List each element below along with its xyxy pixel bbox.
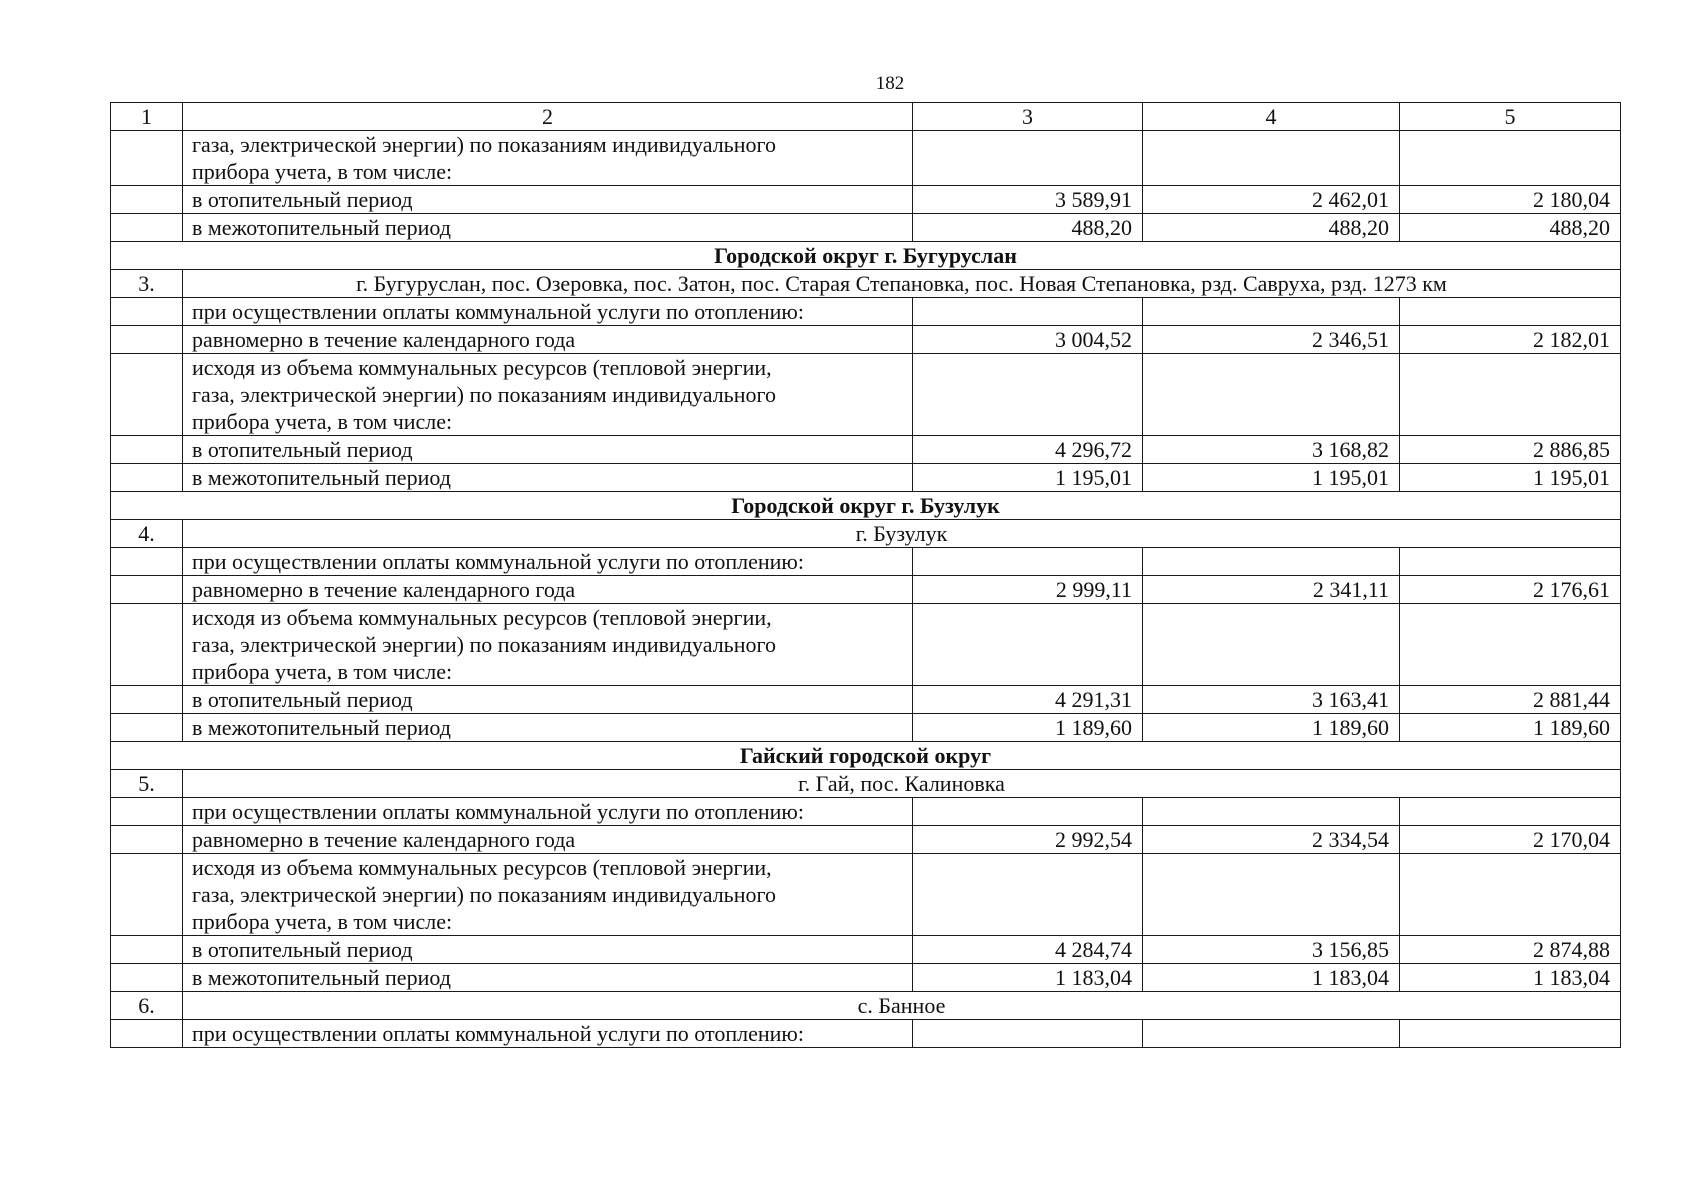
row-description — [183, 604, 913, 686]
row-description — [183, 1020, 913, 1048]
description-line: газа, электрической энергии) по показаниям индивидуального — [192, 882, 776, 907]
value-col-3 — [913, 798, 1143, 826]
value-col-5: 1 195,01 — [1400, 464, 1621, 492]
description-line: в отопительный период — [192, 187, 413, 212]
description-line: при осуществлении оплаты коммунальной услуги по отоплению: — [192, 549, 804, 574]
value-col-5 — [1400, 298, 1621, 326]
header-cell-2: 2 — [183, 103, 913, 131]
tariff-table — [110, 102, 1621, 1048]
row-index — [111, 548, 183, 576]
table-row — [111, 826, 1621, 854]
row-description — [183, 131, 913, 186]
page-number: 182 — [875, 73, 905, 94]
value-col-3: 3 589,91 — [913, 186, 1143, 214]
description-line: исходя из объема коммунальных ресурсов (тепловой энергии, — [192, 355, 772, 380]
row-index — [111, 326, 183, 354]
value-col-3 — [913, 298, 1143, 326]
table-row — [111, 548, 1621, 576]
description-line: газа, электрической энергии) по показаниям индивидуального — [192, 632, 776, 657]
value-col-4: 2 462,01 — [1143, 186, 1400, 214]
row-index — [111, 686, 183, 714]
value-col-3: 1 195,01 — [913, 464, 1143, 492]
table-row — [111, 354, 1621, 436]
value-col-3 — [913, 548, 1143, 576]
section-row — [111, 742, 1621, 770]
row-description — [183, 714, 913, 742]
table-row — [111, 714, 1621, 742]
value-col-3: 488,20 — [913, 214, 1143, 242]
table-row — [111, 854, 1621, 936]
description-line: прибора учета, в том числе: — [192, 159, 453, 184]
row-index — [111, 798, 183, 826]
value-col-5: 2 176,61 — [1400, 576, 1621, 604]
value-col-3: 4 291,31 — [913, 686, 1143, 714]
row-description — [183, 464, 913, 492]
value-col-5 — [1400, 354, 1621, 436]
value-col-3: 3 004,52 — [913, 326, 1143, 354]
value-col-3: 1 183,04 — [913, 964, 1143, 992]
row-index — [111, 354, 183, 436]
row-description — [183, 798, 913, 826]
table-row — [111, 798, 1621, 826]
section-row — [111, 492, 1621, 520]
description-line: равномерно в течение календарного года — [192, 327, 576, 352]
section-title: Гайский городской округ — [111, 742, 1621, 770]
row-index — [111, 604, 183, 686]
value-col-5: 488,20 — [1400, 214, 1621, 242]
description-line: прибора учета, в том числе: — [192, 409, 453, 434]
value-col-3: 2 999,11 — [913, 576, 1143, 604]
description-line: при осуществлении оплаты коммунальной услуги по отоплению: — [192, 1021, 804, 1046]
table-row — [111, 298, 1621, 326]
row-description — [183, 298, 913, 326]
row-description — [183, 936, 913, 964]
value-col-5: 2 886,85 — [1400, 436, 1621, 464]
row-index — [111, 1020, 183, 1048]
description-line: исходя из объема коммунальных ресурсов (тепловой энергии, — [192, 855, 772, 880]
row-index: 3. — [111, 270, 183, 298]
table-row — [111, 604, 1621, 686]
row-description — [183, 964, 913, 992]
row-index — [111, 714, 183, 742]
table-row — [111, 964, 1621, 992]
value-col-4 — [1143, 1020, 1400, 1048]
description-line: в отопительный период — [192, 437, 413, 462]
table-row — [111, 326, 1621, 354]
locality-row — [111, 270, 1621, 298]
description-line: прибора учета, в том числе: — [192, 909, 453, 934]
row-index — [111, 298, 183, 326]
value-col-3 — [913, 854, 1143, 936]
value-col-5: 1 189,60 — [1400, 714, 1621, 742]
value-col-4: 3 156,85 — [1143, 936, 1400, 964]
description-line: исходя из объема коммунальных ресурсов (тепловой энергии, — [192, 605, 772, 630]
row-index — [111, 964, 183, 992]
row-description — [183, 436, 913, 464]
value-col-3 — [913, 604, 1143, 686]
row-index — [111, 936, 183, 964]
value-col-5 — [1400, 854, 1621, 936]
value-col-5 — [1400, 798, 1621, 826]
header-row — [111, 103, 1621, 131]
table-row — [111, 131, 1621, 186]
header-cell-5: 5 — [1400, 103, 1621, 131]
value-col-5: 2 881,44 — [1400, 686, 1621, 714]
value-col-5: 2 180,04 — [1400, 186, 1621, 214]
section-row — [111, 242, 1621, 270]
value-col-5 — [1400, 131, 1621, 186]
value-col-4: 1 189,60 — [1143, 714, 1400, 742]
value-col-4: 2 346,51 — [1143, 326, 1400, 354]
value-col-4: 2 341,11 — [1143, 576, 1400, 604]
header-cell-4: 4 — [1143, 103, 1400, 131]
value-col-3: 4 296,72 — [913, 436, 1143, 464]
section-title: Городской округ г. Бузулук — [111, 492, 1621, 520]
row-description — [183, 326, 913, 354]
row-description — [183, 686, 913, 714]
value-col-4 — [1143, 604, 1400, 686]
section-title: Городской округ г. Бугуруслан — [111, 242, 1621, 270]
value-col-5: 2 170,04 — [1400, 826, 1621, 854]
value-col-3 — [913, 1020, 1143, 1048]
row-description — [183, 354, 913, 436]
row-index — [111, 464, 183, 492]
description-line: прибора учета, в том числе: — [192, 659, 453, 684]
description-line: в межотопительный период — [192, 465, 451, 490]
value-col-4 — [1143, 854, 1400, 936]
description-line: в отопительный период — [192, 937, 413, 962]
description-line: равномерно в течение календарного года — [192, 827, 576, 852]
locality-name: г. Бузулук — [183, 520, 1621, 548]
table-row — [111, 464, 1621, 492]
description-line: в межотопительный период — [192, 715, 451, 740]
row-index — [111, 576, 183, 604]
locality-name: с. Банное — [183, 992, 1621, 1020]
locality-row — [111, 520, 1621, 548]
row-index — [111, 186, 183, 214]
value-col-5: 2 874,88 — [1400, 936, 1621, 964]
description-line: газа, электрической энергии) по показаниям индивидуального — [192, 132, 776, 157]
value-col-4: 1 183,04 — [1143, 964, 1400, 992]
row-index — [111, 131, 183, 186]
value-col-4: 3 163,41 — [1143, 686, 1400, 714]
table-row — [111, 686, 1621, 714]
value-col-3: 1 189,60 — [913, 714, 1143, 742]
row-index — [111, 854, 183, 936]
locality-name: г. Бугуруслан, пос. Озеровка, пос. Затон, пос. Старая Степановка, пос. Новая Степановка, рзд. Савруха, рзд. 1273 км — [183, 270, 1621, 298]
value-col-4 — [1143, 354, 1400, 436]
row-description — [183, 826, 913, 854]
value-col-3: 2 992,54 — [913, 826, 1143, 854]
value-col-4 — [1143, 798, 1400, 826]
row-description — [183, 854, 913, 936]
value-col-5: 1 183,04 — [1400, 964, 1621, 992]
value-col-5 — [1400, 1020, 1621, 1048]
value-col-4: 2 334,54 — [1143, 826, 1400, 854]
description-line: равномерно в течение календарного года — [192, 577, 576, 602]
row-description — [183, 186, 913, 214]
locality-row — [111, 770, 1621, 798]
value-col-5 — [1400, 548, 1621, 576]
table-row — [111, 436, 1621, 464]
value-col-3 — [913, 354, 1143, 436]
row-index: 6. — [111, 992, 183, 1020]
locality-row — [111, 992, 1621, 1020]
locality-name: г. Гай, пос. Калиновка — [183, 770, 1621, 798]
row-index — [111, 436, 183, 464]
table-row — [111, 936, 1621, 964]
header-cell-3: 3 — [913, 103, 1143, 131]
header-cell-1: 1 — [111, 103, 183, 131]
description-line: при осуществлении оплаты коммунальной услуги по отоплению: — [192, 299, 804, 324]
value-col-4: 1 195,01 — [1143, 464, 1400, 492]
row-index: 5. — [111, 770, 183, 798]
value-col-4 — [1143, 298, 1400, 326]
value-col-5: 2 182,01 — [1400, 326, 1621, 354]
row-index — [111, 214, 183, 242]
description-line: в межотопительный период — [192, 215, 451, 240]
description-line: в межотопительный период — [192, 965, 451, 990]
row-description — [183, 576, 913, 604]
table-row — [111, 576, 1621, 604]
description-line: в отопительный период — [192, 687, 413, 712]
value-col-4 — [1143, 131, 1400, 186]
row-index: 4. — [111, 520, 183, 548]
value-col-3 — [913, 131, 1143, 186]
table-row — [111, 186, 1621, 214]
value-col-4: 488,20 — [1143, 214, 1400, 242]
row-description — [183, 214, 913, 242]
row-description — [183, 548, 913, 576]
value-col-4: 3 168,82 — [1143, 436, 1400, 464]
row-index — [111, 826, 183, 854]
value-col-3: 4 284,74 — [913, 936, 1143, 964]
table-body — [111, 103, 1621, 1048]
table-row — [111, 214, 1621, 242]
value-col-4 — [1143, 548, 1400, 576]
description-line: газа, электрической энергии) по показаниям индивидуального — [192, 382, 776, 407]
table-row — [111, 1020, 1621, 1048]
value-col-5 — [1400, 604, 1621, 686]
description-line: при осуществлении оплаты коммунальной услуги по отоплению: — [192, 799, 804, 824]
